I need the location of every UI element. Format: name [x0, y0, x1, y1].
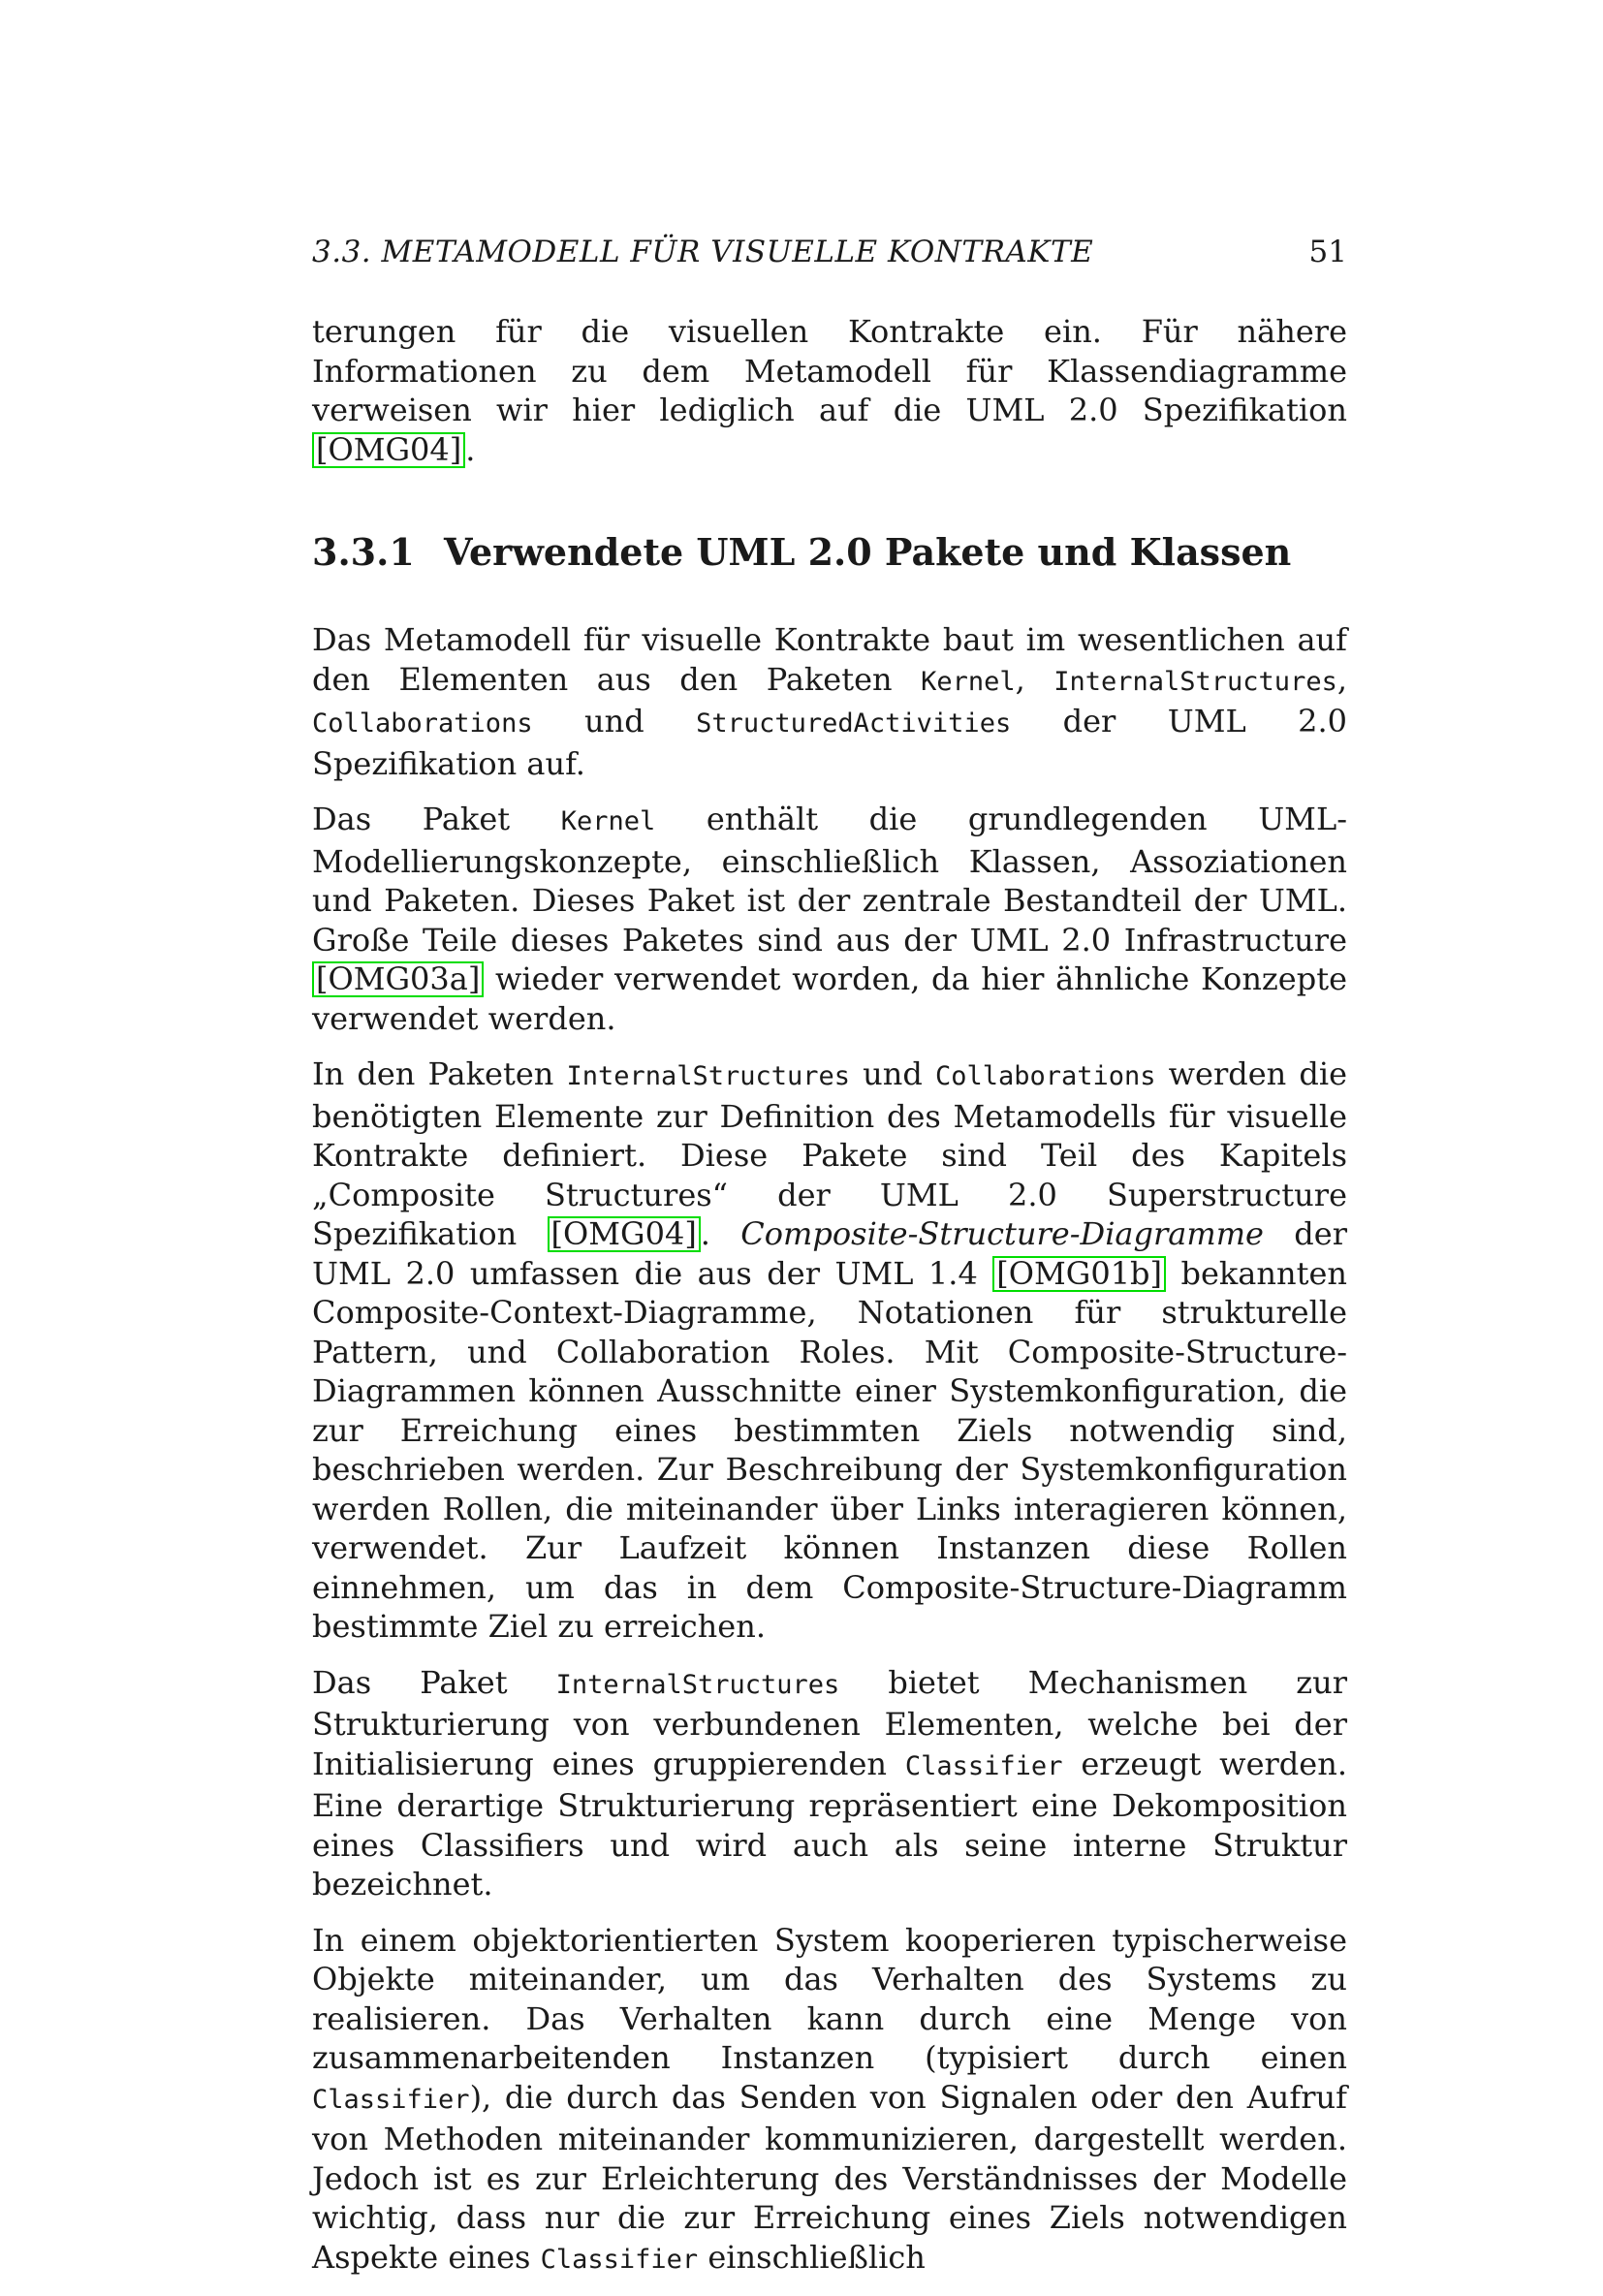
text-segment: erzeugt werden. Eine derartige Strukturierung repräsentiert eine Dekomposition eines Classifiers und wird auch als seine interne Struktur bezeichnet.: [312, 1745, 1348, 1903]
code-term: Collaborations: [312, 708, 533, 739]
citation-link[interactable]: [OMG04]: [548, 1216, 701, 1252]
paragraph-4: [312, 1663, 1347, 1904]
page: [312, 233, 1347, 2296]
paragraph-5: [312, 1921, 1347, 2280]
code-term: InternalStructures: [566, 1061, 851, 1091]
code-term: Classifier: [540, 2244, 699, 2275]
text-segment: Das Paket: [312, 801, 561, 837]
code-term: Classifier: [904, 1750, 1063, 1781]
text-segment: .: [700, 1215, 741, 1252]
running-header: [312, 233, 1347, 271]
text-segment: Das Paket: [312, 1663, 556, 1701]
text-segment: ,: [1015, 660, 1054, 698]
text-segment: bekannten Composite-Context-Diagramme, Notationen für strukturelle Pattern, und Collaboration Roles. Mit Composite-Structure-Diagrammen können Ausschnitte einer Systemkonfiguration, die zur Erreichung eines bestimmten Ziels notwendig sind, beschrieben werden. Zur Beschreibung der Systemkonfiguration werden Rollen, die miteinander über Links interagieren können, verwendet. Zur Laufzeit können Instanzen diese Rollen einnehmen, um das in dem Composite-Structure-Diagramm bestimmte Ziel zu erreichen.: [312, 1254, 1348, 1645]
code-term: InternalStructures: [555, 1669, 840, 1700]
section-number: 3.3.1: [312, 530, 415, 574]
text-segment: ), die durch das Senden von Signalen oder den Aufruf von Methoden miteinander kommunizieren, dargestellt werden. Jedoch ist es zur Erleichterung des Verständnisses der Modelle wichtig, dass nur die zur Erreichung eines Ziels notwendigen Aspekte eines: [312, 2078, 1347, 2276]
paragraph-2: [312, 800, 1347, 1038]
text-segment: und: [850, 1055, 935, 1092]
paragraph-3: [312, 1054, 1347, 1647]
intro-text: terungen für die visuellen Kontrakte ein. Für nähere Informationen zu dem Metamodell für Klassendiagramme verweisen wir hier lediglich auf die UML 2.0 Spezifikation: [312, 313, 1347, 428]
code-term: Classifier: [312, 2084, 470, 2115]
text-segment: bietet Mechanismen zur Strukturierung von verbundenen Elementen, welche bei der Initialisierung eines gruppierenden: [312, 1663, 1348, 1782]
intro-text-end: .: [465, 430, 476, 468]
code-term: Kernel: [560, 806, 656, 836]
text-segment: Das Metamodell für visuelle Kontrakte baut im wesentlichen auf den Elementen aus den Paketen: [312, 621, 1347, 698]
code-term: InternalStructures: [1053, 666, 1337, 697]
text-segment: wieder verwendet worden, da hier ähnliche Konzepte verwendet werden.: [312, 960, 1347, 1037]
text-segment: und: [532, 703, 697, 739]
text-segment: einschließlich: [698, 2238, 926, 2276]
body-text: [312, 312, 1347, 2280]
code-term: Collaborations: [934, 1061, 1156, 1091]
text-segment: In einem objektorientierten System kooperieren typischerweise Objekte miteinander, um das Verhalten des Systems zu realisieren. Das Verhalten kann durch eine Menge von zusammenarbeitenden Instanzen (typisiert durch einen: [312, 1921, 1347, 2076]
citation-link[interactable]: [OMG01b]: [992, 1256, 1166, 1292]
intro-paragraph: [312, 312, 1347, 469]
text-segment: In den Paketen: [312, 1055, 567, 1092]
citation-link[interactable]: [OMG04]: [312, 432, 465, 468]
page-number: 51: [1308, 235, 1347, 269]
section-heading: [312, 529, 1347, 576]
text-segment: werden die benötigten Elemente zur Definition des Metamodells für visuelle Kontrakte definiert. Diese Pakete sind Teil des Kapitels „Composite Structures“ der UML 2.0 Superstructure Spezifikation: [312, 1055, 1348, 1252]
code-term: Kernel: [921, 666, 1016, 697]
section-title: Verwendete UML 2.0 Pakete und Klassen: [444, 530, 1292, 574]
paragraph-1: [312, 620, 1347, 783]
text-segment: der UML 2.0 umfassen die aus der UML 1.4: [312, 1215, 1348, 1292]
citation-link[interactable]: [OMG03a]: [312, 961, 484, 997]
code-term: StructuredActivities: [696, 708, 1012, 739]
text-segment: der UML 2.0 Spezifikation auf.: [312, 703, 1348, 782]
emphasized-term: Composite-Structure-Diagramme: [740, 1215, 1264, 1252]
chapter-title: 3.3. METAMODELL FÜR VISUELLE KONTRAKTE: [312, 235, 1094, 269]
text-segment: ,: [1336, 660, 1348, 698]
text-segment: enthält die grundlegenden UML-Modellierungskonzepte, einschließlich Klassen, Assoziationen und Paketen. Dieses Paket ist der zentrale Bestandteil der UML. Große Teile dieses Paketes sind aus der UML 2.0 Infrastructure: [312, 801, 1348, 959]
